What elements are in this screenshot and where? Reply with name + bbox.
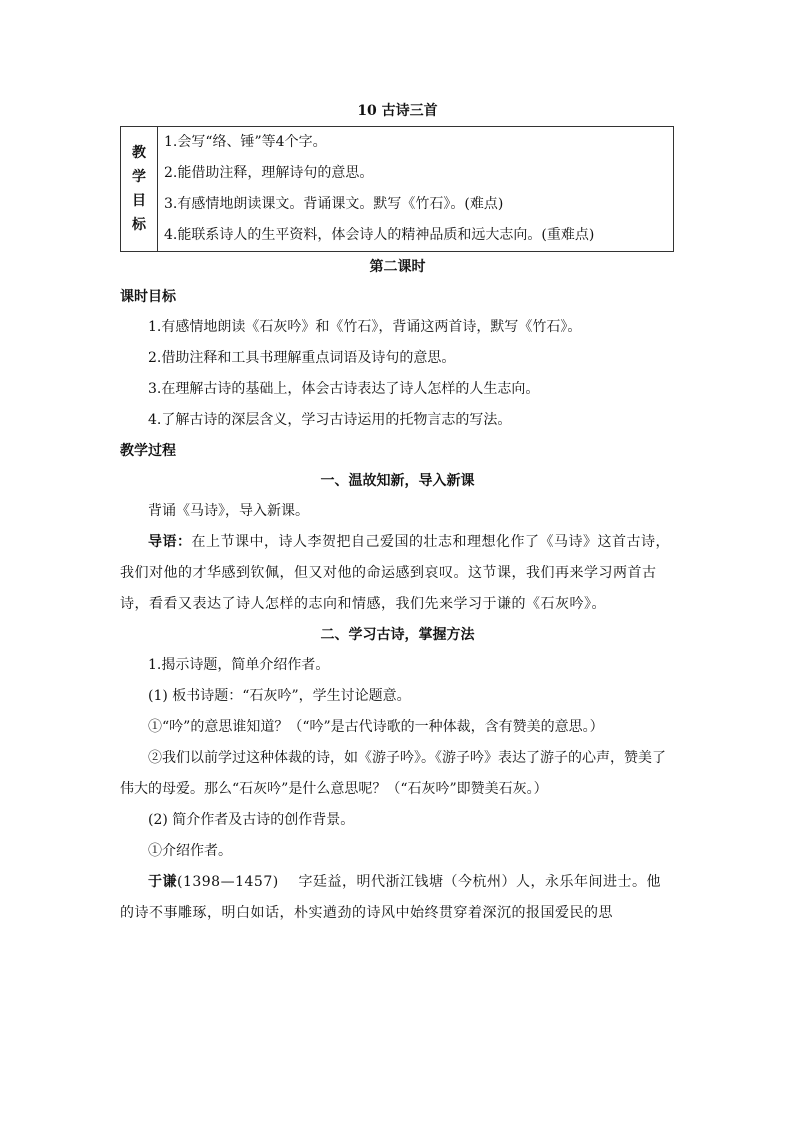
goal-item: 3.有感情地朗读课文。背诵课文。默写《竹石》。(难点) (164, 196, 504, 212)
process-heading: 教学过程 (120, 443, 176, 459)
recite-instruction: 背诵《马诗》，导入新课。 (148, 503, 309, 519)
teaching-goals-table (120, 126, 674, 252)
objective-item: 4.了解古诗的深层含义，学习古诗运用的托物言志的写法。 (148, 412, 512, 428)
author-bio-paragraph (120, 867, 675, 929)
part1-title: 一、温故知新，导入新课 (320, 473, 475, 489)
sub-step-2: (2) 简介作者及古诗的创作背景。 (148, 812, 355, 828)
intro-paragraph (120, 527, 675, 620)
lesson-title: 10 古诗三首 (357, 103, 438, 119)
author-name: 于谦 (148, 874, 177, 890)
part2-title: 二、学习古诗，掌握方法 (320, 627, 475, 643)
question-1: ①“吟”的意思谁知道？（“吟”是古代诗歌的一种体裁，含有赞美的意思。） (148, 719, 604, 735)
objective-item: 3.在理解古诗的基础上，体会古诗表达了诗人怎样的人生志向。 (148, 381, 540, 397)
goals-head-char: 学 (132, 169, 146, 185)
goal-item: 2.能借助注释，理解诗句的意思。 (164, 165, 374, 181)
sub-step-1: (1) 板书诗题：“石灰吟”，学生讨论题意。 (148, 688, 411, 704)
objective-item: 1.有感情地朗读《石灰吟》和《竹石》，背诵这两首诗，默写《竹石》。 (148, 319, 582, 335)
intro-author: ①介绍作者。 (148, 843, 232, 859)
intro-text: 在上节课中，诗人李贺把自己爱国的壮志和理想化作了《马诗》这首古诗，我们对他的才华感到钦佩，但又对他的命运感到哀叹。这节课，我们再来学习两首古诗，看看又表达了诗人怎样的志向和情感，我们先来学习于谦的《石灰吟》。 (120, 534, 670, 612)
author-bio: 字廷益，明代浙江钱塘（今杭州）人，永乐年间进士。他的诗不事雕琢，明白如话，朴实遒劲的诗风中始终贯穿着深沉的报国爱民的思 (120, 874, 661, 921)
goal-item: 1.会写“络、锤”等4个字。 (164, 134, 327, 150)
goals-head-char: 目 (132, 193, 146, 209)
goals-head-char: 教 (132, 145, 146, 161)
goal-item: 4.能联系诗人的生平资料，体会诗人的精神品质和远大志向。(重难点) (164, 227, 595, 243)
intro-label: 导语： (148, 534, 192, 550)
question-2: ②我们以前学过这种体裁的诗，如《游子吟》。《游子吟》表达了游子的心声，赞美了伟大的母爱。那么“石灰吟”是什么意思呢？（“石灰吟”即赞美石灰。） (120, 750, 666, 797)
author-years: (1398—1457) (177, 874, 279, 890)
goals-list (158, 127, 674, 252)
objective-item: 2.借助注释和工具书理解重点词语及诗句的意思。 (148, 350, 456, 366)
objectives-heading: 课时目标 (120, 289, 176, 305)
document-page (120, 100, 675, 929)
session-title: 第二课时 (369, 259, 426, 275)
goals-head-char: 标 (132, 217, 146, 233)
step-1: 1.揭示诗题，简单介绍作者。 (148, 657, 330, 673)
goals-table-header (121, 127, 158, 252)
